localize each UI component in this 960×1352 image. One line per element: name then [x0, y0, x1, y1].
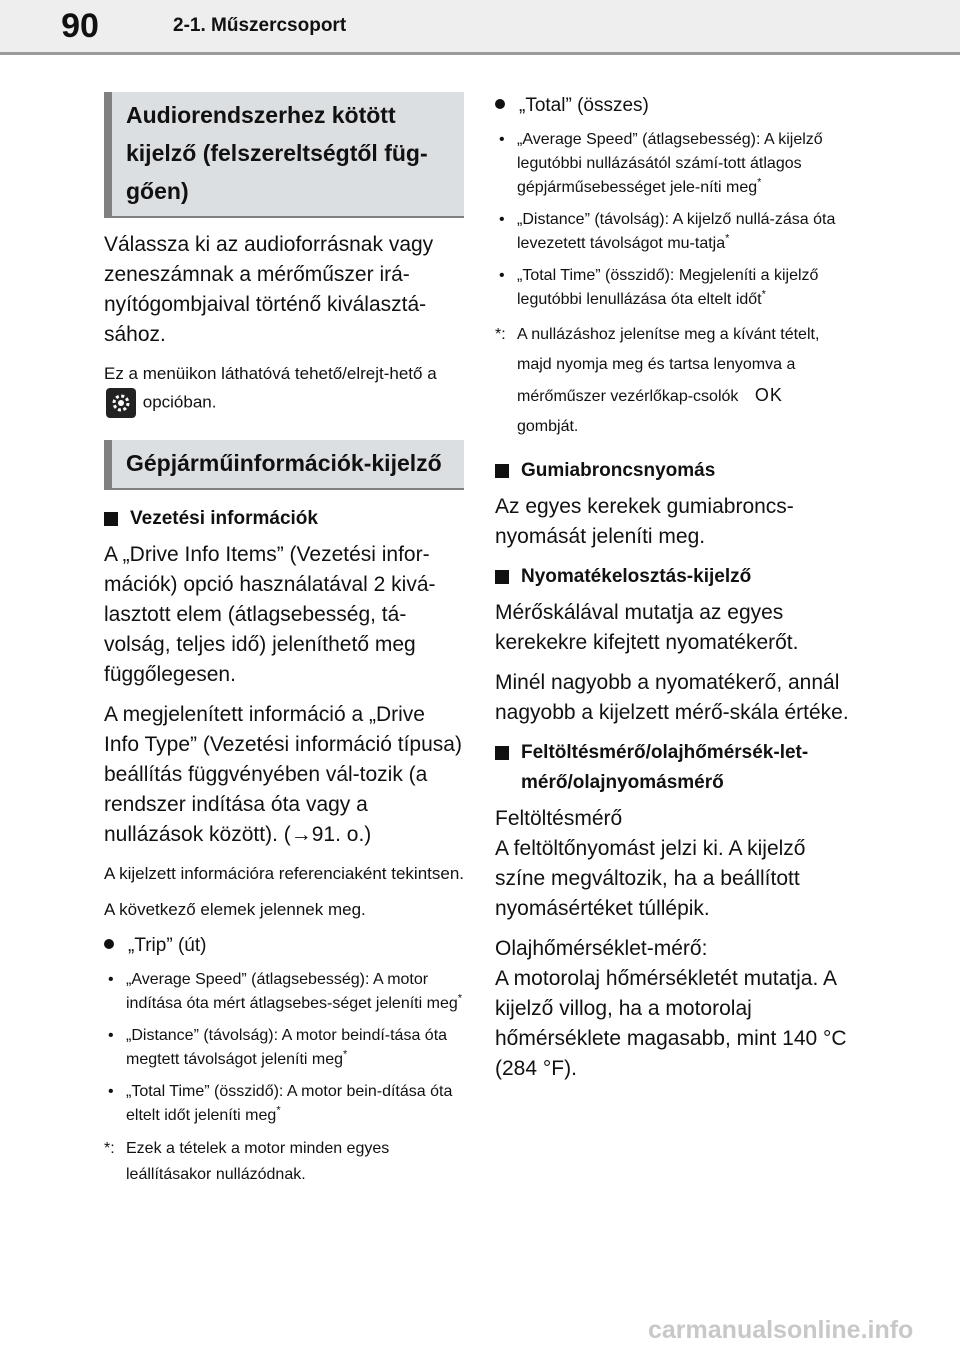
paragraph: A „Drive Info Items” (Vezetési infor-mációk) opció használatával 2 kivá-lasztott elem (átlagsebesség, tá-volság, teljes idő) jeleníthető meg függőlegesen. [104, 543, 436, 686]
list-item: • „Distance” (távolság): A kijelző nullá-zása óta levezetett távolságot mu-tatja* [495, 208, 855, 256]
subheading-torque-distribution: Nyomatékelosztás-kijelző [495, 562, 855, 592]
header-rule [0, 52, 960, 55]
note: A kijelzett információra referenciaként tekintsen. [104, 864, 465, 883]
list-item: • „Average Speed” (átlagsebesség): A motor indítása óta mért átlagsebes-séget jeleníti meg* [104, 968, 464, 1016]
paragraph: A megjelenített információ a „Drive Info Type” (Vezetési információ típusa) beállítás függvényében vál-tozik (a rendszer indítása óta vagy a nullázások között). (→91. o.) [104, 703, 462, 846]
left-column [104, 92, 464, 1202]
list-item: • „Total Time” (összidő): Megjeleníti a kijelző legutóbbi lenullázása óta eltelt időt* [495, 264, 855, 312]
square-bullet-icon [495, 746, 509, 760]
paragraph: A motorolaj hőmérsékletét mutatja. A kijelző villog, ha a motorolaj hőmérséklete magasabb, mint 140 °C (284 °F). [495, 967, 847, 1080]
subheading-tire-pressure: Gumiabroncsnyomás [495, 456, 855, 486]
trip-item-list [104, 968, 464, 1128]
total-item-list [495, 128, 855, 312]
watermark: carmanualsonline.info [648, 1316, 914, 1344]
list-item: • „Total Time” (összidő): A motor bein-dítása óta eltelt időt jeleníti meg* [104, 1080, 464, 1128]
list-item: • „Average Speed” (átlagsebesség): A kijelző legutóbbi nullázásától számí-tott átlagos gépjárműsebességet jele-níti meg* [495, 128, 855, 200]
right-column [495, 92, 855, 1094]
ok-button-icon: OK [754, 385, 783, 405]
list-item: • „Distance” (távolság): A motor beindí-tása óta megtett távolságot jeleníti meg* [104, 1024, 464, 1072]
settings-gear-icon [106, 388, 136, 418]
paragraph-title: Olajhőmérséklet-mérő: [495, 937, 708, 960]
total-label: „Total” (összes) [495, 92, 855, 120]
note: A következő elemek jelennek meg. [104, 900, 366, 919]
paragraph-title: Feltöltésmérő [495, 807, 623, 830]
dot-bullet-icon [104, 939, 114, 949]
note: Ez a menüikon láthatóvá tehető/elrejt-hető a opcióban. [104, 360, 464, 418]
page-number: 90 [61, 7, 99, 45]
heading-audio-display: Audiorendszerhez kötött kijelző (felszereltségtől füg-gően) [104, 92, 464, 218]
section-title: 2-1. Műszercsoport [173, 15, 347, 36]
footnote: *: Ezek a tételek a motor minden egyes leállításakor nullázódnak. [104, 1140, 390, 1183]
paragraph: Válassza ki az audioforrásnak vagy zeneszámnak a mérőműszer irá-nyítógombjaival történő kiválasztá-sához. [104, 233, 434, 346]
subheading-boost-oil-gauges: Feltöltésmérő/olajhőmérsék-let-mérő/olajnyomásmérő [495, 738, 855, 798]
footnote: *: A nullázáshoz jelenítse meg a kívánt tételt, majd nyomja meg és tartsa lenyomva a mérőműszer vezérlőkap-csolók OK gombját. [495, 326, 820, 435]
paragraph: Minél nagyobb a nyomatékerő, annál nagyobb a kijelzett mérő-skála értéke. [495, 671, 849, 724]
heading-vehicle-info: Gépjárműinformációk-kijelző [104, 440, 464, 490]
square-bullet-icon [104, 512, 118, 526]
paragraph: A feltöltőnyomást jelzi ki. A kijelző színe megváltozik, ha a beállított nyomásértéket túllépik. [495, 837, 806, 920]
paragraph: Az egyes kerekek gumiabroncs-nyomását jeleníti meg. [495, 495, 794, 548]
trip-label: „Trip” (út) [104, 932, 464, 960]
dot-bullet-icon [495, 99, 505, 109]
square-bullet-icon [495, 464, 509, 478]
square-bullet-icon [495, 570, 509, 584]
paragraph: Mérőskálával mutatja az egyes kerekekre kifejtett nyomatékerőt. [495, 601, 799, 654]
subheading-driving-info: Vezetési információk [104, 504, 464, 534]
